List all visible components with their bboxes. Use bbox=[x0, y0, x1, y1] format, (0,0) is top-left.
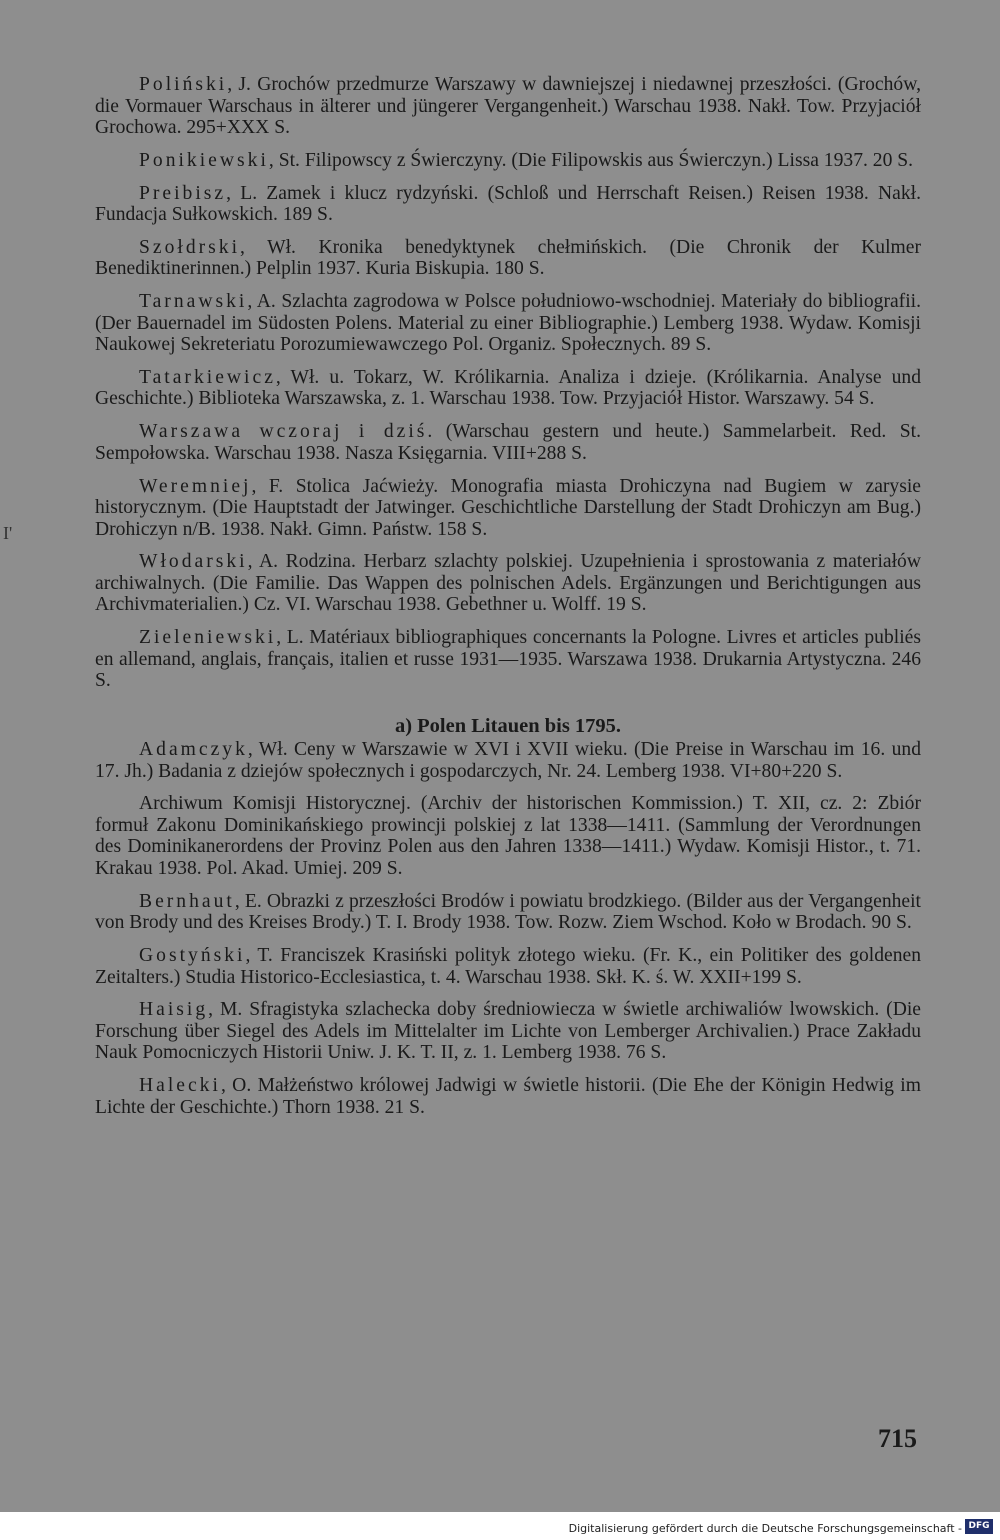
entry-text: , Wł. Kronika benedyktynek chełmińskich. (Die Chronik der Kulmer Benediktinerinnen.) Pelplin 1937. Kuria Biskupia. 180 S. bbox=[95, 236, 921, 280]
entry-text: , J. Grochów przedmurze Warszawy w dawniejszej i niedawnej przeszłości. (Grochów, die Vormauer Warschaus in älterer und jüngerer Vergangenheit.) Warschau 1938. Nakł. Tow. Przyjaciół Grochowa. 295+XXX S. bbox=[95, 74, 921, 138]
bibliography-entry bbox=[95, 237, 921, 280]
entry-author: Preibisz bbox=[139, 182, 227, 204]
bibliography-entry bbox=[95, 74, 921, 139]
bibliography-entry bbox=[95, 421, 921, 464]
bibliography-entry bbox=[95, 551, 921, 616]
section-heading: a) Polen Litauen bis 1795. bbox=[394, 714, 622, 737]
entry-author: Bernhaut bbox=[139, 890, 235, 912]
entry-text: , F. Stolica Jaćwieży. Monografia miasta Drohiczyna nad Bugiem w zarysie historycznym. (Die Hauptstadt der Jatwinger. Geschichtliche Darstellung der Stadt Drohiczyn am Bug.) Drohiczyn n/B. 1938. Nakł. Gimn. Państw. 158 S. bbox=[95, 475, 921, 540]
bibliography-entry bbox=[95, 291, 921, 356]
entry-author: Halecki bbox=[139, 1075, 221, 1097]
bibliography-entry bbox=[95, 891, 921, 934]
bibliography-text bbox=[95, 74, 921, 1129]
entry-text: , A. Rodzina. Herbarz szlachty polskiej. Uzupełnienia i sprostowania z materiałów archiwalnych. (Die Familie. Das Wappen des polnischen Adels. Ergänzungen und Berichtigungen aus Archivmaterialien.) Cz. VI. Warschau 1938. Gebethner u. Wolff. 19 S. bbox=[95, 551, 921, 616]
entry-author: Ponikiewski bbox=[139, 149, 269, 171]
entry-author: Włodarski bbox=[139, 551, 248, 573]
footer-credit: Digitalisierung gefördert durch die Deutsche Forschungsgemeinschaft - bbox=[568, 1522, 962, 1535]
bibliography-entry bbox=[95, 150, 921, 172]
bibliography-entry bbox=[95, 945, 921, 988]
entry-author: Tarnawski bbox=[139, 291, 248, 313]
margin-mark: I' bbox=[3, 523, 13, 543]
entry-author: Adamczyk bbox=[139, 739, 248, 761]
page-number: 715 bbox=[878, 1424, 917, 1453]
entry-author: Zieleniewski bbox=[139, 627, 277, 649]
entry-text: , St. Filipowscy z Świerczyny. (Die Filipowskis aus Świerczyn.) Lissa 1937. 20 S. bbox=[268, 149, 914, 171]
entry-text: , M. Sfragistyka szlachecka doby średniowiecza w świetle archiwaliów lwowskich. (Die Forschung über Siegel des Adels im Mittelalter im Lichte von Lemberger Archivalien.) Prace Zakładu Nauk Pomocniczych Historii Uniw. J. K. T. II, z. 1. Lemberg 1938. 76 S. bbox=[95, 999, 921, 1064]
entry-text: , L. Zamek i klucz rydzyński. (Schloß und Herrschaft Reisen.) Reisen 1938. Nakł. Fundacja Sułkowskich. 189 S. bbox=[95, 182, 921, 226]
entry-author: Haisig bbox=[139, 999, 209, 1021]
bibliography-entry bbox=[95, 793, 921, 879]
bibliography-entry bbox=[95, 183, 921, 226]
bibliography-list-section-a bbox=[95, 739, 921, 1118]
entry-text: , Wł. u. Tokarz, W. Królikarnia. Analiza i dzieje. (Królikarnia. Analyse und Geschichte.) Biblioteka Warszawska, z. 1. Warschau 1938. Tow. Przyjaciół Histor. Warszawy. 54 S. bbox=[95, 366, 921, 410]
entry-text: , Wł. Ceny w Warszawie w XVI i XVII wieku. (Die Preise in Warschau im 16. und 17. Jh.) Badania z dziejów społecznych i gospodarczych, Nr. 24. Lemberg 1938. VI+80+220 S. bbox=[95, 739, 921, 782]
entry-text: , L. Matériaux bibliographiques concernants la Pologne. Livres et articles publiés en allemand, anglais, français, italien et russe 1931—1935. Warszawa 1938. Drukarnia Artystyczna. 246 S. bbox=[95, 627, 921, 692]
bibliography-entry bbox=[95, 999, 921, 1064]
entry-author: Szołdrski bbox=[139, 236, 241, 258]
entry-author: Poliński bbox=[139, 74, 228, 95]
bibliography-list bbox=[95, 74, 921, 692]
entry-author: Warszawa wczoraj i dziś bbox=[139, 421, 428, 443]
entry-text: , A. Szlachta zagrodowa w Polsce południowo-wschodniej. Materiały do bibliografii. (Der Bauernadel im Südosten Polens. Material zu einer Bibliographie.) Lemberg 1938. Wydaw. Komisji Naukowej Sekreteriatu Porozumiewawczego Pol. Organiz. Społecznych. 89 S. bbox=[95, 291, 921, 356]
bibliography-entry bbox=[95, 367, 921, 410]
bibliography-entry bbox=[95, 739, 921, 782]
entry-text: , E. Obrazki z przeszłości Brodów i powiatu brodzkiego. (Bilder aus der Vergangenheit von Brody und des Kreises Brody.) T. I. Brody 1938. Tow. Rozw. Ziem Wschod. Koło w Brodach. 90 S. bbox=[95, 890, 921, 934]
entry-text: Archiwum Komisji Historycznej. (Archiv der historischen Kommission.) T. XII, cz. 2: Zbiór formuł Zakonu Dominikańskiego prowincji polskiej z lat 1338—1411. (Sammlung der Verordnungen des Dominikanerordens der Provinz Polen aus den Jahren 1338—1411.) Wydaw. Komisji Histor., t. 71. Krakau 1938. Pol. Akad. Umiej. 209 S. bbox=[95, 793, 921, 879]
entry-author: Tatarkiewicz bbox=[139, 366, 276, 388]
bibliography-entry bbox=[95, 1075, 921, 1118]
entry-text: . (Warschau gestern und heute.) Sammelarbeit. Red. St. Sempołowska. Warschau 1938. Nasza Księgarnia. VIII+288 S. bbox=[95, 421, 921, 464]
entry-author: Weremniej bbox=[139, 475, 252, 497]
entry-author: Gostyński bbox=[139, 945, 246, 967]
entry-text: , T. Franciszek Krasiński polityk złotego wieku. (Fr. K., ein Politiker des goldenen Zeitalters.) Studia Historico-Ecclesiastica, t. 4. Warschau 1938. Skł. K. ś. W. XXII+199 S. bbox=[95, 945, 921, 988]
bibliography-entry bbox=[95, 627, 921, 692]
dfg-logo: DFG bbox=[965, 1519, 993, 1534]
entry-text: , O. Małżeństwo królowej Jadwigi w świetle historii. (Die Ehe der Königin Hedwig im Lichte der Geschichte.) Thorn 1938. 21 S. bbox=[95, 1075, 921, 1118]
bibliography-entry bbox=[95, 476, 921, 541]
